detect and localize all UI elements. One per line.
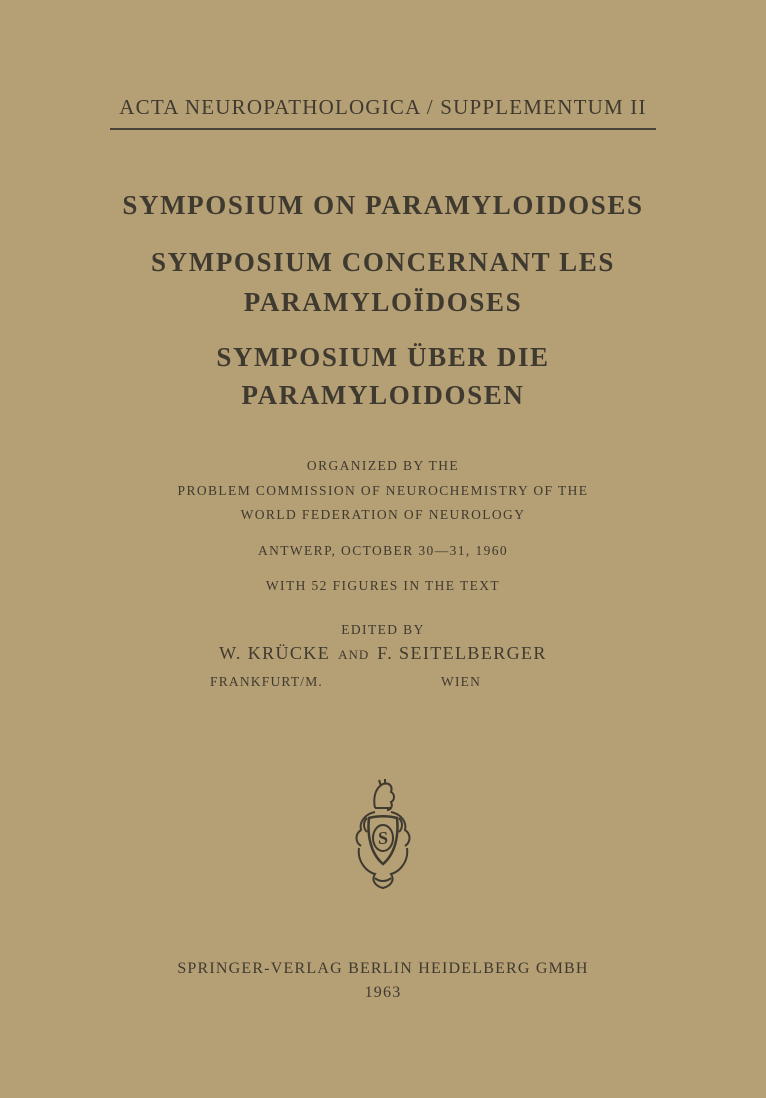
figures-note: WITH 52 FIGURES IN THE TEXT (265, 578, 501, 593)
title-english: SYMPOSIUM ON PARAMYLOIDOSES (122, 190, 644, 220)
edited-by-label: EDITED BY (341, 622, 425, 637)
editor-seitelberger: F. SEITELBERGER (377, 643, 547, 663)
publisher-name: SPRINGER-VERLAG BERLIN HEIDELBERG GMBH (177, 960, 589, 977)
organized-line2: PROBLEM COMMISSION OF NEUROCHEMISTRY OF THE (177, 483, 589, 498)
title-french-line2: PARAMYLOÏDOSES (243, 287, 523, 317)
header-rule (110, 128, 656, 130)
publication-year: 1963 (364, 984, 402, 1001)
title-german-line2: PARAMYLOIDOSEN (241, 380, 525, 410)
event-info: ANTWERP, OCTOBER 30—31, 1960 (257, 543, 509, 558)
series-title: ACTA NEUROPATHOLOGICA / SUPPLEMENTUM II (119, 95, 647, 119)
svg-text:S: S (377, 828, 389, 848)
editors-conjunction: AND (338, 647, 370, 662)
organized-line1: ORGANIZED BY THE (306, 458, 460, 473)
location-frankfurt: FRANKFURT/M. (210, 674, 323, 689)
editors-line (0, 643, 766, 664)
title-german-line1: SYMPOSIUM ÜBER DIE (216, 342, 550, 372)
location-wien: WIEN (441, 674, 482, 689)
title-french-line1: SYMPOSIUM CONCERNANT LES (151, 247, 615, 277)
springer-knight-logo-icon (345, 778, 421, 898)
organized-line3: WORLD FEDERATION OF NEUROLOGY (240, 507, 526, 522)
editor-krucke: W. KRÜCKE (219, 643, 331, 663)
